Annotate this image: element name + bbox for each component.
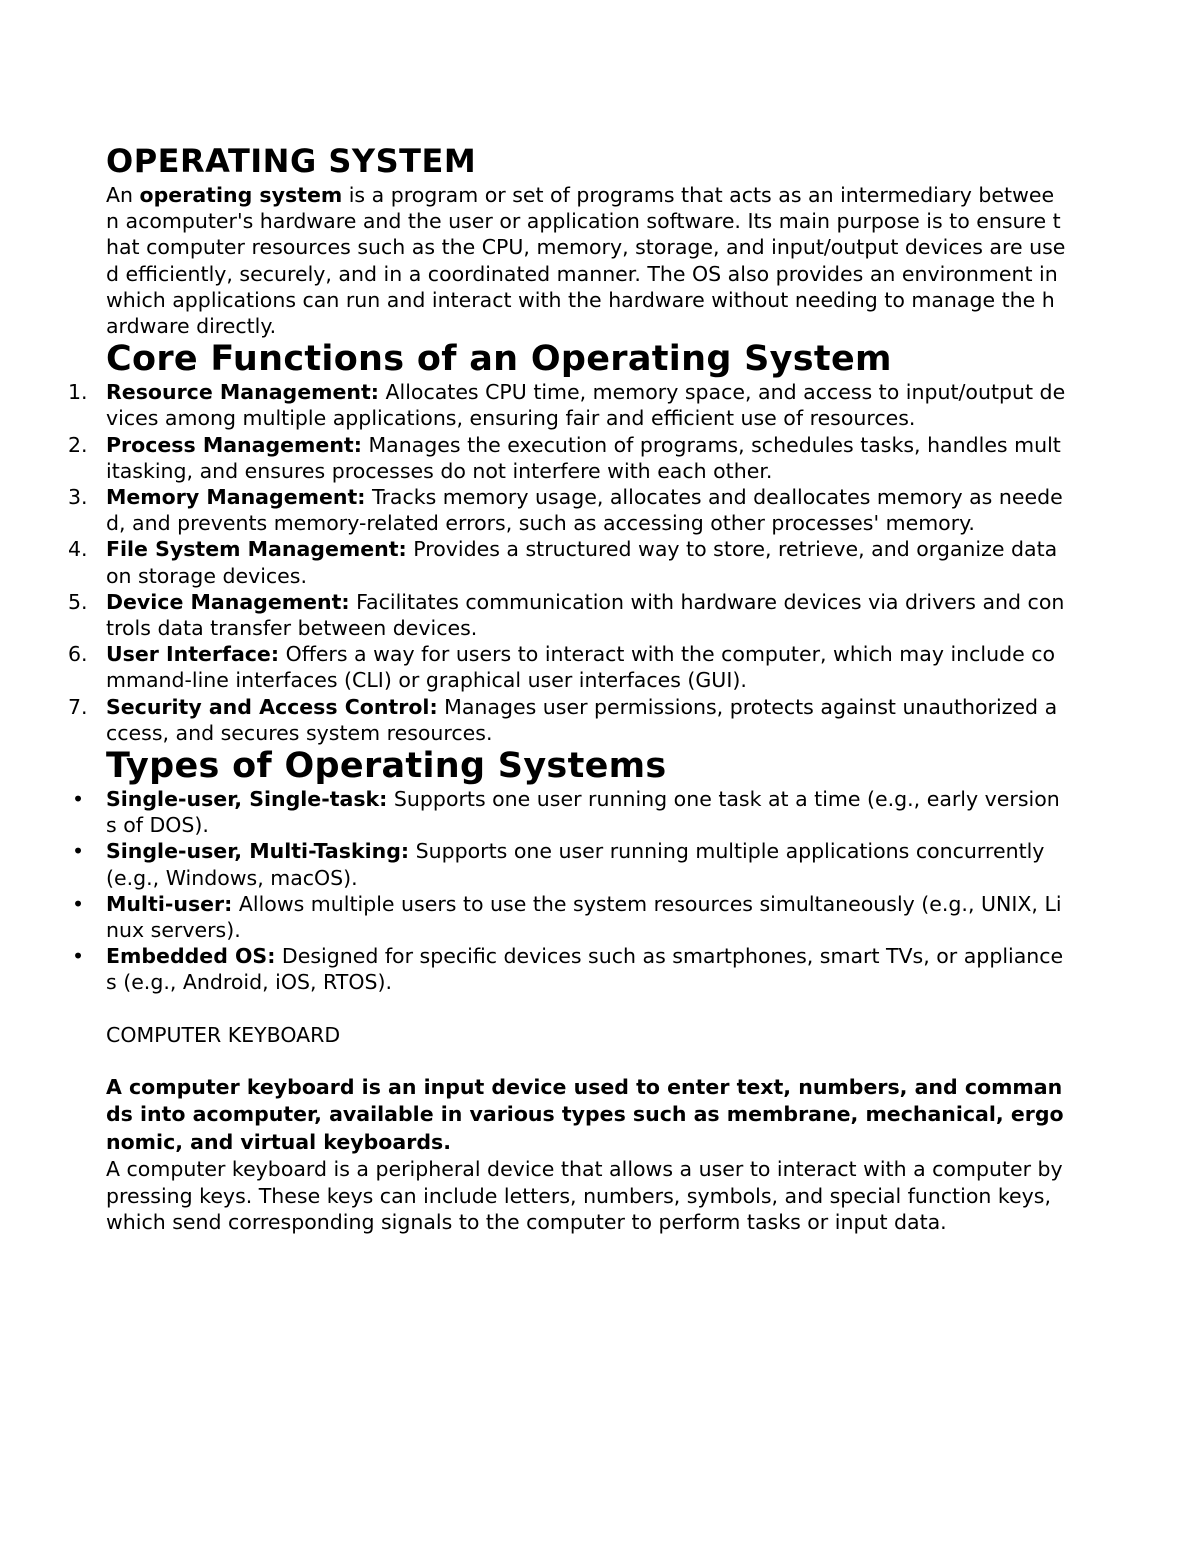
item-term: Embedded OS:: [106, 944, 276, 969]
bullet-icon: •: [72, 944, 85, 969]
item-term: Device Management:: [106, 589, 350, 614]
list-item: [68, 589, 1066, 641]
item-text: Facilitates communication with hardware devices via drivers and controls data transfer between devices.: [106, 589, 1065, 641]
list-item: [72, 891, 1066, 943]
list-item: [68, 641, 1066, 693]
item-text: Provides a structured way to store, retrieve, and organize data on storage devices.: [106, 537, 1058, 588]
item-term: Memory Management:: [106, 485, 366, 510]
intro-prefix: An: [106, 183, 140, 207]
list-number: 6.: [68, 642, 88, 667]
item-term: Security and Access Control:: [106, 694, 438, 719]
bullet-icon: •: [72, 787, 85, 812]
item-text: Supports one user running one task at a time (e.g., early versions of DOS).: [106, 787, 1060, 838]
list-number: 7.: [68, 694, 88, 719]
keyboard-paragraph: A computer keyboard is a peripheral device that allows a user to interact with a computer by pressing keys. These keys can include letters, numbers, symbols, and special function keys, which send corresponding signals to the computer to perform tasks or input data.: [106, 1157, 1063, 1234]
list-item: [72, 838, 1066, 890]
item-text: Supports one user running multiple applications concurrently (e.g., Windows, macOS).: [106, 839, 1045, 890]
item-text: Tracks memory usage, allocates and deallocates memory as needed, and prevents memory-related errors, such as accessing other processes' memory.: [106, 485, 1063, 536]
types-list: [72, 786, 1066, 996]
item-text: Manages the execution of programs, schedules tasks, handles multitasking, and ensures processes do not interfere with each other.: [106, 432, 1061, 483]
list-number: 4.: [68, 537, 88, 562]
bullet-icon: •: [72, 891, 85, 916]
item-term: File System Management:: [106, 537, 407, 562]
item-text: Allocates CPU time, memory space, and access to input/output devices among multiple applications, ensuring fair and efficient use of resources.: [106, 380, 1066, 431]
core-functions-list: [68, 379, 1066, 746]
list-item: [68, 484, 1066, 536]
list-item: [68, 694, 1066, 746]
list-item: [72, 943, 1066, 995]
list-number: 3.: [68, 485, 88, 510]
document-page: [68, 140, 1066, 1235]
list-number: 1.: [68, 380, 88, 405]
list-item: [68, 432, 1066, 484]
item-text: Manages user permissions, protects against unauthorized access, and secures system resources.: [106, 694, 1058, 745]
list-item: [68, 379, 1066, 431]
item-term: Resource Management:: [106, 380, 379, 405]
intro-rest: is a program or set of programs that acts as an intermediary between acomputer's hardware and the user or application software. Its main purpose is to ensure that computer resources such as the CPU, memory, storage, and input/output devices are used efficiently, securely, and in a coordinated manner. The OS also provides an environment in which applications can run and interact with the hardware without needing to manage the hardware directly.: [106, 183, 1066, 339]
page-title: OPERATING SYSTEM: [106, 142, 477, 180]
item-term: Process Management:: [106, 432, 362, 457]
item-term: User Interface:: [106, 642, 280, 667]
keyboard-heading: COMPUTER KEYBOARD: [106, 1022, 341, 1047]
list-item: [72, 786, 1066, 838]
keyboard-bold-paragraph: A computer keyboard is an input device used to enter text, numbers, and commands into acomputer, available in various types such as membrane, mechanical, ergonomic, and virtual keyboards.: [106, 1074, 1064, 1154]
item-text: Offers a way for users to interact with the computer, which may include command-line interfaces (CLI) or graphical user interfaces (GUI).: [106, 642, 1056, 693]
intro-paragraph: [106, 182, 1066, 339]
item-text: Designed for specific devices such as smartphones, smart TVs, or appliances (e.g., Android, iOS, RTOS).: [106, 944, 1064, 995]
item-term: Multi-user:: [106, 891, 233, 916]
intro-bold-term: operating system: [139, 183, 343, 207]
list-number: 2.: [68, 432, 88, 457]
item-term: Single-user, Single-task:: [106, 787, 388, 812]
core-functions-heading: Core Functions of an Operating System: [106, 339, 892, 380]
types-heading: Types of Operating Systems: [106, 746, 667, 787]
list-item: [68, 536, 1066, 588]
list-number: 5.: [68, 589, 88, 614]
bullet-icon: •: [72, 839, 85, 864]
item-term: Single-user, Multi-Tasking:: [106, 839, 410, 864]
item-text: Allows multiple users to use the system resources simultaneously (e.g., UNIX, Linux servers).: [106, 891, 1062, 943]
